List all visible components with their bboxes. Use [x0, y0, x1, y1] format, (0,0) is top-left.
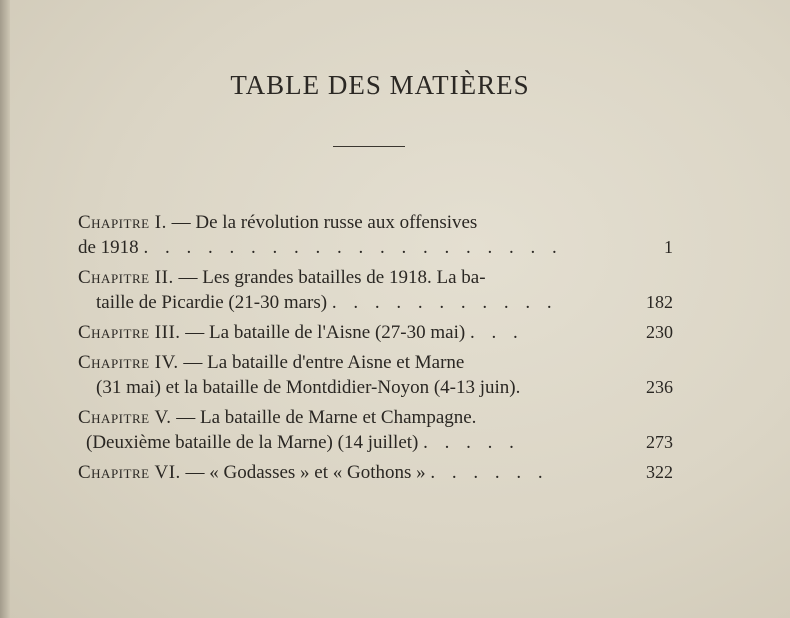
title-divider [333, 146, 405, 147]
chapter-label: Chapitre VI. [78, 462, 181, 483]
chapter-title: — Les grandes batailles de 1918. La ba- [173, 267, 486, 288]
leader-dots: . . . [469, 322, 524, 343]
chapter-label: Chapitre II. [78, 267, 174, 288]
page-number: 273 [646, 432, 673, 452]
toc-entry-line-1 [78, 460, 615, 485]
chapter-title-continued: (Deuxième bataille de la Marne) (14 juillet) [86, 432, 419, 453]
chapter-title: — « Godasses » et « Gothons » [180, 462, 426, 483]
page-title: TABLE DES MATIÈRES [230, 70, 530, 100]
toc-entry-chapter-2 [78, 265, 673, 315]
leader-dots: . . . . . [423, 432, 520, 453]
chapter-title: — De la révolution russe aux offensives [166, 212, 478, 233]
table-of-contents [78, 210, 673, 490]
leader-dots: . [515, 377, 527, 398]
chapter-title: — La bataille de l'Aisne (27-30 mai) [180, 322, 466, 343]
page-number: 230 [646, 322, 673, 342]
chapter-title-continued: taille de Picardie (21-30 mars) [96, 292, 328, 313]
toc-entry-line-1 [78, 265, 615, 290]
toc-entry-line-2 [78, 430, 615, 455]
toc-entry-line-2 [78, 290, 615, 315]
leader-dots: . . . . . . [430, 462, 549, 483]
leader-dots: . . . . . . . . . . . . . . . . . . . . [143, 237, 563, 258]
page-number: 322 [646, 462, 673, 482]
toc-entry-chapter-4 [78, 350, 673, 400]
toc-entry-line-1 [78, 320, 615, 345]
leader-dots: . . . . . . . . . . . [331, 292, 558, 313]
chapter-label: Chapitre IV. [78, 352, 179, 373]
page-number: 236 [646, 377, 673, 397]
page-number: 182 [646, 292, 673, 312]
chapter-title: — La bataille d'entre Aisne et Marne [178, 352, 465, 373]
toc-entry-line-2 [78, 375, 615, 400]
toc-entry-chapter-6 [78, 460, 673, 485]
chapter-title-continued: (31 mai) et la bataille de Montdidier-Noyon (4-13 juin) [96, 377, 516, 398]
toc-entry-chapter-3 [78, 320, 673, 345]
chapter-title: — La bataille de Marne et Champagne. [171, 407, 477, 428]
toc-entry-chapter-1 [78, 210, 673, 260]
chapter-label: Chapitre I. [78, 212, 167, 233]
chapter-title-continued: de 1918 [78, 237, 139, 258]
toc-entry-chapter-5 [78, 405, 673, 455]
chapter-label: Chapitre V. [78, 407, 172, 428]
toc-entry-line-2 [78, 235, 615, 260]
chapter-label: Chapitre III. [78, 322, 181, 343]
toc-entry-line-1 [78, 210, 615, 235]
toc-entry-line-1 [78, 350, 615, 375]
page-number: 1 [664, 237, 673, 257]
toc-entry-line-1 [78, 405, 615, 430]
